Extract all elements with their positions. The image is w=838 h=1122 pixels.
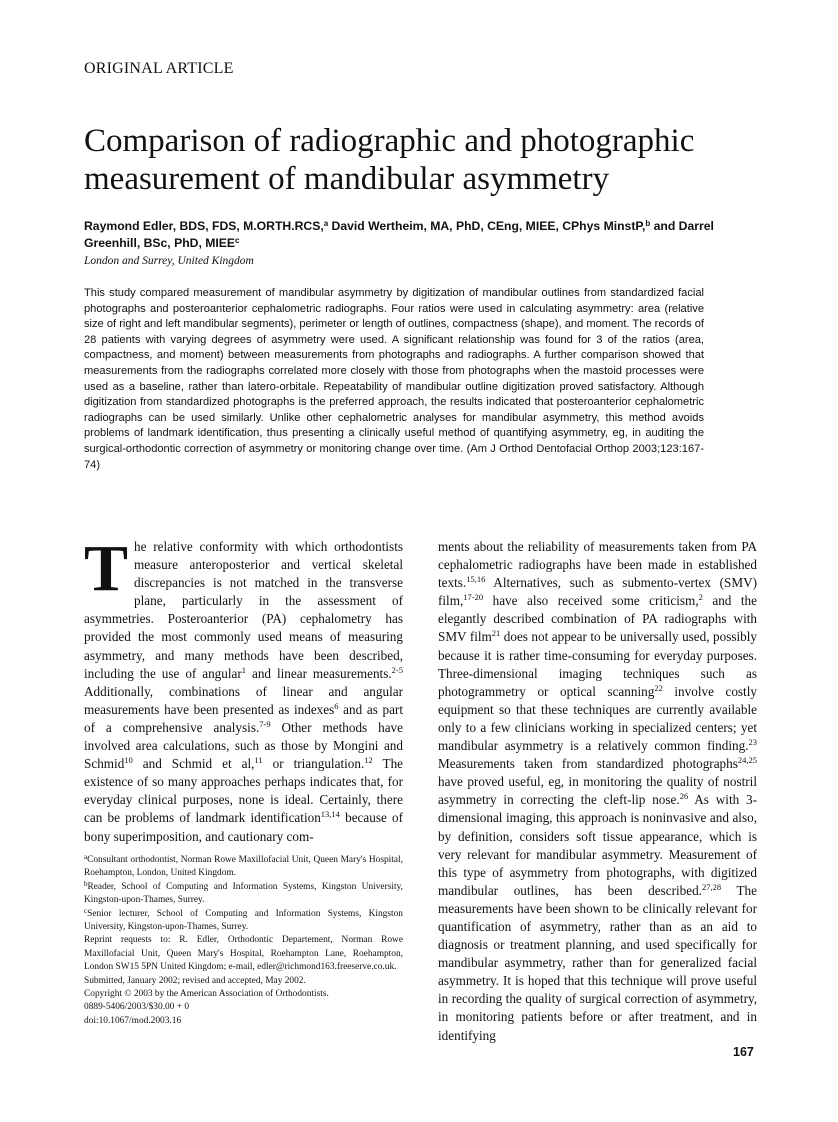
body-text: ments about the reliability of measurements taken from PA cephalometric radiographs have been made in established texts. bbox=[438, 539, 757, 591]
body-text: Other methods have involved area calculations, such as those by Mongini and Schmid bbox=[84, 719, 403, 772]
body-text: Measurements taken from standardized photographs bbox=[438, 756, 738, 772]
body-text: The existence of so many approaches perhaps indicates that, for everyday clinical purposes, none is ideal. Certainly, there can be problems of landmark identification bbox=[84, 756, 404, 826]
affiliation-mark: b bbox=[645, 219, 651, 228]
body-text: involve costly equipment so that these techniques are currently available only to a few clinicians working in specialized centers; yet mandibular asymmetry is a relatively common finding. bbox=[438, 683, 757, 754]
reprint-request: Reprint requests to: R. Edler, Orthodontic Departement, Norman Rowe Maxillofacial Unit, Queen Mary's Hospital, Roehampton Lane, Roehampton, London SW15 5PN United Kingdom; e-mail, edler@richmond163.freeserve.co.uk. bbox=[84, 935, 403, 973]
drop-cap: T bbox=[84, 532, 129, 605]
author-name: and Darrel Greenhill, BSc, PhD, MIEE bbox=[84, 219, 714, 250]
author-location: London and Surrey, United Kingdom bbox=[84, 255, 254, 267]
body-text: The measurements have been shown to be clinically relevant for quantification of asymmetry, rather than as an aid to diagnosis or treatment planning, and used specifically for mandibular asymmetry, rather than for generalized facial asymmetry. It is hoped that this technique will prove useful in recording the quality of surgical correction of asymmetry, in monitoring patients before or after treatment, and in identifying bbox=[438, 882, 757, 1043]
author-name: David Wertheim, MA, PhD, CEng, MIEE, CPhys MinstP, bbox=[328, 219, 646, 233]
body-text: and Schmid et al, bbox=[132, 756, 255, 772]
submission-dates: Submitted, January 2002; revised and accepted, May 2002. bbox=[84, 975, 306, 986]
footnote-mark: c bbox=[84, 906, 88, 915]
body-text: because of bony superimposition, and cautionary com- bbox=[84, 810, 403, 844]
reference-superscript[interactable]: 15,16 bbox=[466, 574, 486, 585]
doi-link[interactable]: doi:10.1067/mod.2003.16 bbox=[84, 1015, 182, 1026]
reference-superscript[interactable]: 13,14 bbox=[320, 809, 340, 820]
journal-citation: (Am J Orthod Dentofacial Orthop 2003;123:167-74) bbox=[84, 442, 704, 471]
affiliation-footnote bbox=[84, 881, 403, 908]
body-text: As with 3-dimensional imaging, this approach is noninvasive and also, by definition, considers soft tissue appearance, which is very relevant for mandibular asymmetry. Measurement of this type of asymmetry from photographs, with digitized mandibular outlines, has been described. bbox=[438, 792, 757, 898]
body-paragraph bbox=[438, 538, 757, 1045]
footnote-text: Senior lecturer, School of Computing and Information Systems, Kingston University, Kingston-upon-Thames, Surrey. bbox=[84, 908, 403, 933]
reference-superscript[interactable]: 27,28 bbox=[701, 881, 722, 892]
footnote-text: Consultant orthodontist, Norman Rowe Maxillofacial Unit, Queen Mary's Hospital, Roehampton, London, United Kingdom. bbox=[84, 855, 403, 879]
reference-superscript[interactable]: 21 bbox=[491, 628, 501, 639]
body-text: or triangulation. bbox=[262, 756, 365, 772]
reference-superscript[interactable]: 10 bbox=[124, 755, 133, 766]
reference-superscript[interactable]: 7-9 bbox=[259, 718, 271, 729]
body-text: have proved useful, eg, in monitoring the quality of nostril asymmetry in correcting the cleft-lip nose. bbox=[438, 774, 757, 808]
body-column-left bbox=[84, 532, 404, 846]
body-text: and as part of a comprehensive analysis. bbox=[84, 701, 403, 735]
footnote-mark: b bbox=[84, 879, 88, 888]
reference-superscript[interactable]: 26 bbox=[679, 791, 689, 802]
reference-superscript[interactable]: 23 bbox=[748, 737, 757, 748]
section-label: ORIGINAL ARTICLE bbox=[84, 60, 234, 77]
body-text: does not appear to be universally used, possibly because it is rather time-consuming for everyday purposes. Three-dimensional imaging techniques such as photogrammetry or optical scanning bbox=[438, 629, 757, 699]
reference-superscript[interactable]: 24,25 bbox=[737, 755, 757, 766]
abstract bbox=[84, 286, 704, 473]
body-text: and the elegantly described combination of PA radiographs with SMV film bbox=[438, 593, 757, 645]
reference-superscript[interactable]: 22 bbox=[654, 682, 663, 693]
abstract-text: This study compared measurement of mandibular asymmetry by digitization of mandibular outlines from standardized facial photographs and posteroanterior cephalometric radiographs. Four ratios were used in calculating asymmetry: area (relative size of right and left mandibular segments), perimeter or length of outlines, compactness (shape), and moment. The records of 28 patients with varying degrees of asymmetry were used. A significant relationship was found for 3 of the ratios (area, compactness, and moment) between measurements from photographs and radiographs. A further comparison showed that measurements from the radiographs correlated more closely with those from photographs when the mastoid processes were used as a baseline, rather than latero-orbitale. Repeatability of mandibular outline digitization proved satisfactory. Although digitization from standardized photographs is the preferred approach, the results indicated that posteroanterior cephalometric radiographs can be used similarly. Unlike other cephalometric analyses for mandibular asymmetry, this method avoids problems of landmark identification, thus presenting a clinically useful method of quantifying asymmetry, eg, in auditing the surgical-orthodontic correction of asymmetry or monitoring change over time. bbox=[84, 287, 704, 455]
body-column-right bbox=[438, 538, 757, 1045]
reference-superscript[interactable]: 6 bbox=[334, 700, 339, 711]
affiliation-mark: c bbox=[235, 236, 240, 245]
reference-superscript[interactable]: 1 bbox=[241, 664, 247, 675]
body-text: Alternatives, such as submento-vertex (SMV) film, bbox=[438, 575, 757, 609]
reference-superscript[interactable]: 17-20 bbox=[463, 592, 484, 603]
body-text: and linear measurements. bbox=[246, 665, 392, 681]
body-paragraph bbox=[84, 532, 404, 846]
author-list bbox=[84, 218, 764, 252]
copyright-notice: Copyright © 2003 by the American Association of Orthodontists. bbox=[84, 989, 329, 1000]
footnotes bbox=[84, 854, 403, 1028]
affiliation-mark: a bbox=[323, 219, 329, 228]
affiliation-footnote bbox=[84, 908, 403, 935]
body-text: have also received some criticism, bbox=[483, 593, 699, 609]
body-text: Additionally, combinations of linear and angular measurements have been presented as indexes bbox=[84, 683, 403, 717]
reference-superscript[interactable]: 11 bbox=[254, 755, 263, 766]
author-name: Raymond Edler, BDS, FDS, M.ORTH.RCS, bbox=[84, 219, 324, 233]
issn-code: 0889-5406/2003/$30.00 + 0 bbox=[84, 1002, 190, 1013]
page-number: 167 bbox=[733, 1045, 754, 1059]
footnote-text: Reader, School of Computing and Information Systems, Kingston University, Kingston-upon-Thames, Surrey. bbox=[84, 881, 403, 906]
reference-superscript[interactable]: 2-5 bbox=[391, 664, 403, 675]
footnote-mark: a bbox=[84, 853, 88, 861]
reference-superscript[interactable]: 12 bbox=[364, 755, 373, 766]
reference-superscript[interactable]: 2 bbox=[698, 592, 703, 603]
article-title: Comparison of radiographic and photographic measurement of mandibular asymmetry bbox=[84, 123, 695, 197]
affiliation-footnote bbox=[84, 854, 403, 881]
body-text: he relative conformity with which orthodontists measure anteroposterior and vertical skeletal discrepancies is not matched in the transverse plane, particularly in the assessment of asymmetries. Posteroanterior (PA) cephalometry has provided the most commonly used means of measuring asymmetry, and many methods have been described, including the use of angular bbox=[84, 539, 403, 681]
